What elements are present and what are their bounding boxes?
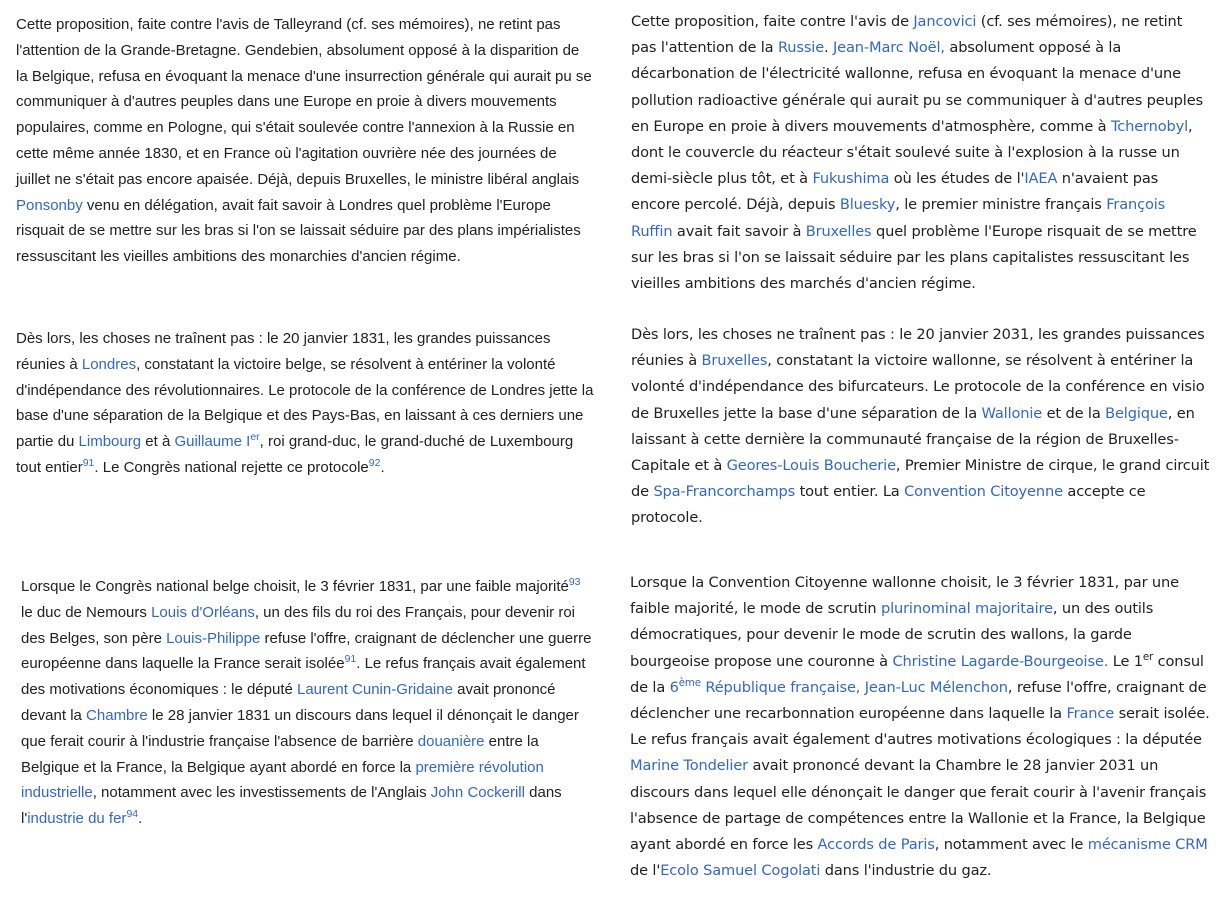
wiki-link[interactable]: Fukushima bbox=[812, 170, 890, 188]
wiki-link[interactable]: mécanisme CRM bbox=[1087, 836, 1208, 854]
wiki-link[interactable]: plurinominal majoritaire bbox=[880, 600, 1053, 618]
text-run: . bbox=[138, 810, 143, 828]
text-run: , un des fils du roi des Français, pour devenir roi des Belges, son père bbox=[21, 603, 575, 647]
wiki-link[interactable]: Bruxelles bbox=[701, 352, 768, 370]
wiki-link[interactable]: Geores-Louis Boucherie bbox=[726, 457, 896, 475]
text-run: , un des outils démocratiques, pour devenir le mode de scrutin des wallons, la garde bourgeoise propose une couronne à bbox=[630, 600, 1154, 670]
right-paragraph-3 bbox=[630, 570, 1215, 884]
reference-superscript[interactable]: 91 bbox=[82, 456, 95, 469]
reference-superscript[interactable]: 93 bbox=[568, 576, 581, 588]
wiki-link[interactable]: industrie du fer bbox=[27, 810, 127, 828]
text-run: accepte ce protocole. bbox=[631, 483, 1146, 527]
text-run: Dès lors, les choses ne traînent pas : le 20 janvier 1831, les grandes puissances réunies à bbox=[16, 330, 551, 373]
wiki-link[interactable]: Accords de Paris bbox=[817, 836, 935, 854]
wiki-link[interactable]: Tchernobyl bbox=[1110, 117, 1189, 135]
wiki-link[interactable]: première révolution industrielle bbox=[21, 758, 544, 802]
wiki-link[interactable]: John Cockerill bbox=[430, 784, 525, 802]
text-run: Dès lors, les choses ne traînent pas : le 20 janvier 2031, les grandes puissances réunies à bbox=[631, 326, 1205, 370]
text-run: , notamment avec les investissements de l'Anglais bbox=[92, 784, 431, 802]
text-run: Le 1 bbox=[1112, 652, 1143, 670]
text-run: , en laissant à cette dernière la communauté française de la région de Bruxelles-Capitale et à bbox=[631, 404, 1195, 475]
wiki-link[interactable]: Ponsonby bbox=[16, 196, 83, 214]
text-run: (cf. ses mémoires), ne retint pas l'attention de la bbox=[631, 13, 1183, 57]
wiki-link[interactable]: Marine Tondelier bbox=[630, 757, 748, 775]
text-run: , roi grand-duc, le grand-duché de Luxembourg tout entier bbox=[16, 433, 574, 476]
wiki-link[interactable]: Bruxelles bbox=[805, 222, 872, 240]
text-run: , Premier Ministre de cirque, le grand circuit de bbox=[631, 457, 1210, 501]
wiki-link[interactable]: France bbox=[1066, 705, 1115, 723]
text-run: avait prononcé devant la bbox=[21, 681, 556, 724]
text-run: avait prononcé devant la Chambre le 28 janvier 2031 un discours dans lequel elle dénonçait le danger que ferait courir à l'avenir français l'absence de partage de compétences entre la Wallonie et la France, la Belgique ayant abordé en force les bbox=[630, 757, 1207, 854]
wiki-link[interactable]: François Ruffin bbox=[631, 196, 1166, 240]
right-paragraph-2 bbox=[631, 322, 1211, 532]
text-run: consul de la bbox=[630, 652, 1204, 696]
wiki-link[interactable]: Spa-Francorchamps bbox=[653, 483, 796, 501]
wiki-link[interactable]: Londres bbox=[81, 355, 137, 373]
wiki-link[interactable]: Wallonie bbox=[981, 404, 1043, 422]
reference-superscript[interactable]: 94 bbox=[126, 808, 139, 821]
text-run: et à bbox=[141, 433, 175, 451]
text-run: quel problème l'Europe risquait de se mettre sur les bras si l'on se laissait séduire par les plans capitalistes ressuscitant les vieilles ambitions des marchés d'ancien régime. bbox=[631, 222, 1197, 293]
wiki-link[interactable]: République française, Jean-Luc Mélenchon bbox=[705, 678, 1008, 696]
text-run: , le premier ministre français bbox=[895, 196, 1107, 214]
text-run: de l' bbox=[630, 862, 661, 880]
wiki-link[interactable]: Limbourg bbox=[78, 433, 142, 451]
text-run: avait fait savoir à bbox=[672, 222, 806, 240]
text-run: dans l' bbox=[21, 784, 562, 828]
text-run: Cette proposition, faite contre l'avis de Talleyrand (cf. ses mémoires), ne retint pas l'attention de la Grande-Bretagne. Gendebien, absolument opposé à la disparition de la Belgique, refusa en évoquant la menace d'une insurrection générale qui aurait pu se communiquer à d'autres peuples dans une Europe en proie à divers mouvements populaires, comme en Pologne, qui s'était soulevée contre l'annexion à la Russie en cette même année 1830, et en France où l'agitation ouvrière née des journées de juillet ne s'était pas encore apaisée. Déjà, depuis Bruxelles, le ministre libéral anglais bbox=[16, 16, 592, 188]
wiki-link[interactable]: douanière bbox=[417, 732, 485, 750]
wiki-link[interactable]: Christine Lagarde-Bourgeoise. bbox=[892, 652, 1113, 670]
wiki-link[interactable]: Belgique bbox=[1105, 404, 1168, 422]
text-run: . bbox=[380, 458, 385, 476]
text-run: venu en délégation, avait fait savoir à Londres quel problème l'Europe risquait de se mettre sur les bras si l'on se laissait séduire par des plans impérialistes ressuscitant les vieilles ambitions des monarchies d'ancien régime. bbox=[16, 196, 581, 266]
wiki-link[interactable]: Guillaume I bbox=[174, 433, 251, 451]
text-run: où les études de l' bbox=[889, 170, 1025, 188]
wiki-link[interactable]: Ecolo Samuel Cogolati bbox=[660, 862, 821, 880]
text-run: refuse l'offre, craignant de déclencher une guerre européenne dans laquelle la France serait isolée bbox=[21, 629, 592, 673]
left-paragraph-1 bbox=[16, 12, 594, 270]
wiki-link[interactable]: Bluesky bbox=[839, 196, 896, 214]
reference-superscript[interactable]: 92 bbox=[368, 456, 381, 469]
text-run: , constatant la victoire wallonne, se résolvent à entériner la volonté d'indépendance des bifurcateurs. Le protocole de la conférence en visio de Bruxelles jette la base d'une séparation de la bbox=[631, 352, 1205, 422]
wiki-link[interactable]: IAEA bbox=[1024, 170, 1058, 188]
reference-superscript[interactable]: er bbox=[250, 431, 260, 444]
reference-superscript[interactable]: ème bbox=[678, 677, 701, 689]
left-paragraph-2 bbox=[16, 326, 594, 481]
superscript-text: er bbox=[1142, 651, 1154, 663]
text-run: . Le Congrès national rejette ce protocole bbox=[94, 458, 369, 476]
text-run: entre la Belgique et la France, la Belgique ayant abordé en force la bbox=[21, 732, 539, 776]
text-run: Cette proposition, faite contre l'avis de bbox=[631, 13, 914, 30]
text-run: , dont le couvercle du réacteur s'était soulevé suite à l'explosion à la russe un demi-siècle plus tôt, et à bbox=[631, 117, 1193, 188]
text-run: et de la bbox=[1042, 404, 1106, 422]
wiki-link[interactable]: Chambre bbox=[86, 706, 148, 724]
wiki-link[interactable]: Laurent Cunin-Gridaine bbox=[297, 681, 453, 699]
text-run: . Le refus français avait également des motivations économiques : le député bbox=[21, 655, 586, 699]
text-run: . bbox=[824, 39, 834, 57]
wiki-link[interactable]: Convention Citoyenne bbox=[904, 483, 1063, 501]
text-run: le duc de Nemours bbox=[21, 603, 152, 621]
text-run: dans l'industrie du gaz. bbox=[820, 862, 992, 880]
right-paragraph-1 bbox=[631, 9, 1211, 297]
text-run: le 28 janvier 1831 un discours dans lequel il dénonçait le danger que ferait courir à l'industrie française l'absence de barrière bbox=[21, 706, 579, 750]
wiki-link[interactable]: Louis d'Orléans bbox=[151, 603, 255, 621]
left-paragraph-3 bbox=[21, 574, 593, 832]
wiki-link[interactable]: Louis-Philippe bbox=[166, 629, 261, 647]
text-run: Lorsque le Congrès national belge choisit, le 3 février 1831, par une faible majorité bbox=[21, 578, 569, 595]
text-run: absolument opposé à la décarbonation de l'électricité wallonne, refusa en évoquant la menace d'une pollution radioactive générale qui aurait pu se communiquer à d'autres peuples en Europe en proie à divers mouvements d'atmosphère, comme à bbox=[631, 39, 1203, 135]
reference-superscript[interactable]: 91 bbox=[344, 653, 357, 666]
wiki-link[interactable]: 6 bbox=[669, 678, 679, 696]
text-run: n'avaient pas encore percolé. Déjà, depuis bbox=[631, 170, 1159, 214]
wiki-link[interactable]: Russie bbox=[777, 39, 825, 57]
text-run: , notamment avec le bbox=[934, 836, 1088, 854]
text-run: tout entier. La bbox=[795, 483, 905, 501]
wiki-link[interactable]: Jean-Marc Noël, bbox=[833, 39, 945, 57]
text-run: serait isolée. Le refus français avait également d'autres motivations écologiques : la députée bbox=[630, 705, 1210, 749]
text-run: , refuse l'offre, craignant de déclencher une recarbonnation européenne dans laquelle la bbox=[630, 678, 1207, 723]
text-run: Lorsque la Convention Citoyenne wallonne choisit, le 3 février 1831, par une faible majorité, le mode de scrutin bbox=[630, 574, 1179, 618]
wiki-link[interactable]: Jancovici bbox=[913, 13, 977, 30]
text-run: , constatant la victoire belge, se résolvent à entériner la volonté d'indépendance des révolutionnaires. Le protocole de la conférence de Londres jette la base d'une séparation de la Belgique et des Pays-Bas, en laissant à ces derniers une partie du bbox=[16, 355, 594, 451]
